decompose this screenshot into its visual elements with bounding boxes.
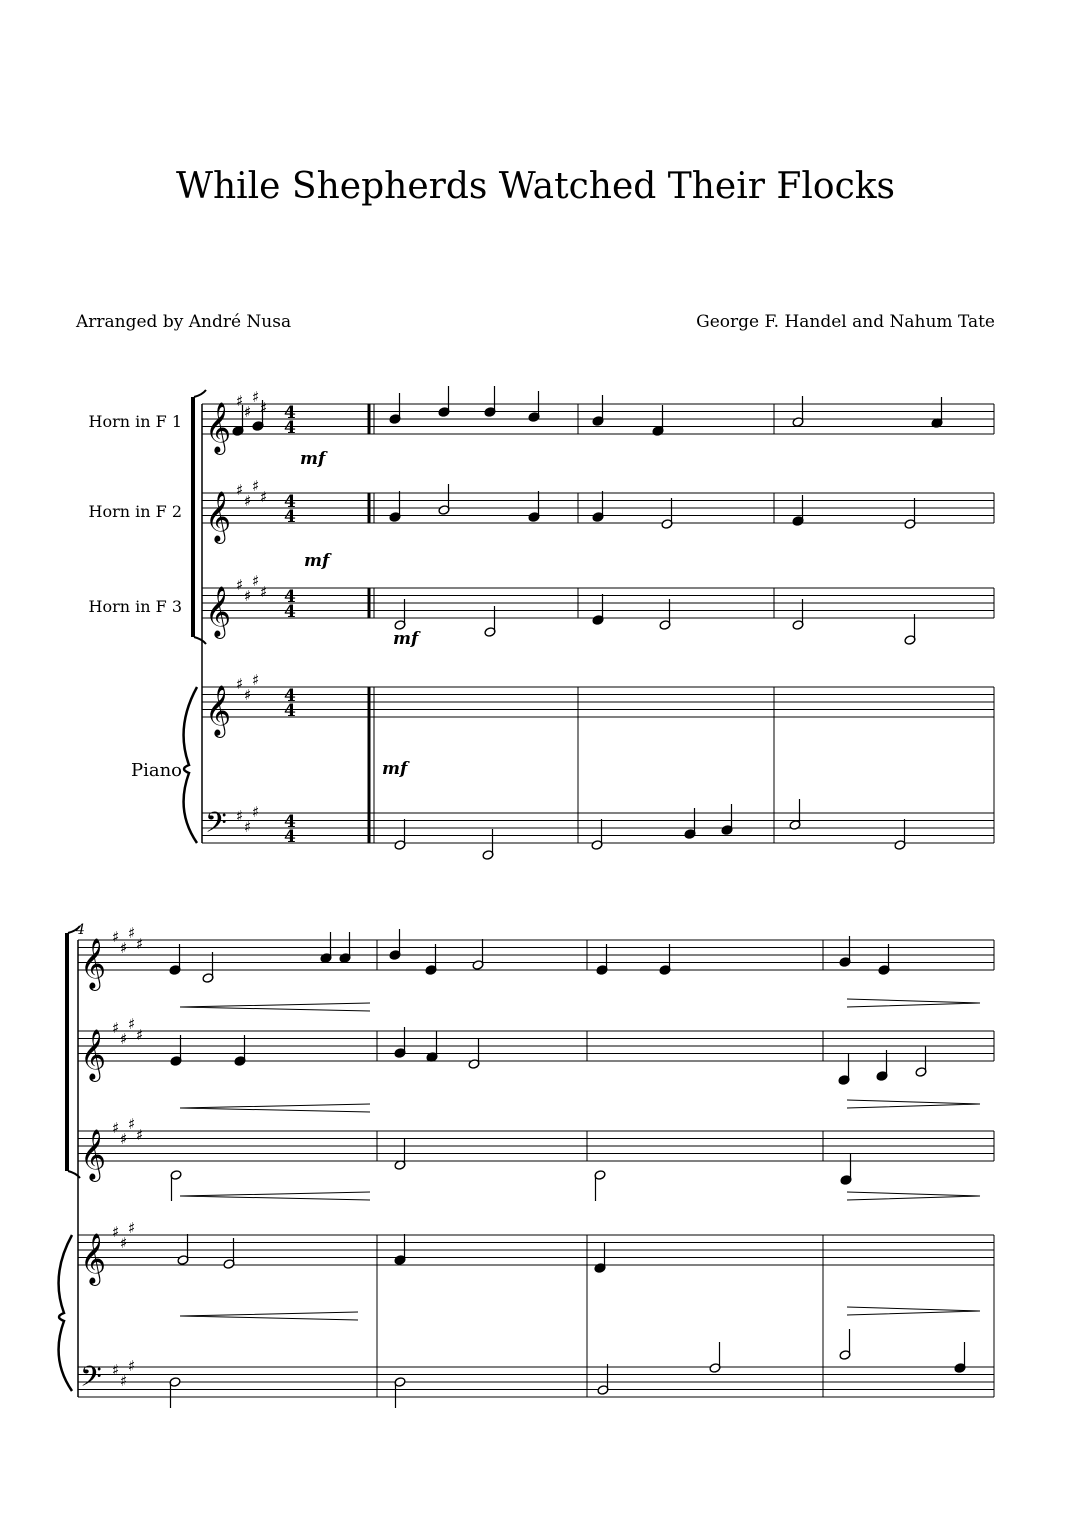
time-signature: 4: [284, 418, 296, 438]
sharp: ♯: [260, 488, 268, 506]
sharp: ♯: [244, 587, 252, 605]
sharp: ♯: [252, 671, 260, 689]
composer-credit: George F. Handel and Nahum Tate: [696, 312, 995, 332]
decrescendo: [847, 1192, 980, 1200]
sharp: ♯: [120, 1130, 128, 1148]
sharp: ♯: [112, 1119, 120, 1137]
piano-brace: [184, 687, 197, 843]
time-signature: 4: [284, 686, 296, 706]
sharp: ♯: [112, 1019, 120, 1037]
sharp: ♯: [112, 928, 120, 946]
sharp: ♯: [128, 1115, 136, 1133]
time-signature: 4: [284, 492, 296, 512]
horn-bracket: [65, 933, 69, 1171]
bracket-hook: [194, 637, 206, 644]
treble-clef: 𝄞: [205, 685, 232, 736]
sharp: ♯: [128, 924, 136, 942]
sharp: ♯: [136, 1026, 144, 1044]
time-signature: 4: [284, 701, 296, 721]
sharp: ♯: [236, 576, 244, 594]
sharp: ♯: [128, 1219, 136, 1237]
sharp: ♯: [112, 1223, 120, 1241]
dynamic-mf: mf: [393, 629, 419, 649]
sharp: ♯: [120, 1372, 128, 1390]
horn-bracket: [191, 397, 195, 637]
time-signature: 4: [284, 602, 296, 622]
sharp: ♯: [236, 392, 244, 410]
arranger-credit: Arranged by André Nusa: [76, 312, 292, 332]
treble-clef: 𝄞: [205, 491, 232, 542]
crescendo: [180, 1312, 358, 1320]
instrument-label-horn2: Horn in F 2: [88, 502, 182, 521]
sharp: ♯: [252, 388, 260, 406]
time-signature: 4: [284, 403, 296, 423]
sharp: ♯: [136, 1126, 144, 1144]
measure-number: 4: [76, 922, 85, 938]
time-signature: 4: [284, 827, 296, 847]
sharp: ♯: [252, 803, 260, 821]
sharp: ♯: [128, 1015, 136, 1033]
sharp: ♯: [252, 572, 260, 590]
sharp: ♯: [244, 818, 252, 836]
treble-clef: 𝄞: [80, 1233, 107, 1284]
time-signature: 4: [284, 507, 296, 527]
sharp: ♯: [120, 1030, 128, 1048]
sharp: ♯: [236, 481, 244, 499]
sharp: ♯: [260, 399, 268, 417]
barlines: [78, 404, 994, 1397]
crescendo: [180, 1003, 370, 1011]
score-title: While Shepherds Watched Their Flocks: [175, 166, 896, 207]
sharp: ♯: [244, 403, 252, 421]
time-signature: 4: [284, 812, 296, 832]
sharp: ♯: [112, 1361, 120, 1379]
sharp: ♯: [244, 492, 252, 510]
decrescendo: [847, 1100, 980, 1108]
treble-clef: 𝄞: [205, 402, 232, 453]
sharp: ♯: [244, 686, 252, 704]
bracket-hook: [194, 390, 206, 397]
notes: [169, 386, 966, 1408]
treble-clef: 𝄞: [80, 1029, 107, 1080]
bass-clef: 𝄢: [80, 1360, 102, 1401]
sharp: ♯: [236, 807, 244, 825]
decrescendo: [847, 1307, 980, 1315]
sharp: ♯: [260, 583, 268, 601]
crescendo: [180, 1104, 370, 1112]
treble-clef: 𝄞: [80, 938, 107, 989]
bass-clef: 𝄢: [205, 806, 227, 847]
dynamic-mf: mf: [382, 759, 408, 779]
dynamics: [180, 449, 980, 1320]
sharp: ♯: [236, 675, 244, 693]
time-signature: 4: [284, 587, 296, 607]
sharp: ♯: [136, 935, 144, 953]
decrescendo: [847, 999, 980, 1007]
sharp: ♯: [120, 939, 128, 957]
instrument-label-horn1: Horn in F 1: [88, 412, 182, 431]
time-signatures: [284, 403, 296, 847]
clefs: [80, 402, 231, 1401]
piano-brace: [59, 1235, 72, 1391]
sharp: ♯: [252, 477, 260, 495]
sharp: ♯: [128, 1357, 136, 1375]
crescendo: [180, 1192, 370, 1200]
dynamic-mf: mf: [304, 551, 330, 571]
key-signatures: [112, 388, 267, 1390]
dynamic-mf: mf: [300, 449, 326, 469]
staff-lines: [78, 404, 994, 1397]
sharp: ♯: [120, 1234, 128, 1252]
instrument-label-horn3: Horn in F 3: [88, 597, 182, 616]
treble-clef: 𝄞: [80, 1129, 107, 1180]
treble-clef: 𝄞: [205, 586, 232, 637]
instrument-label-piano: Piano: [130, 760, 182, 781]
